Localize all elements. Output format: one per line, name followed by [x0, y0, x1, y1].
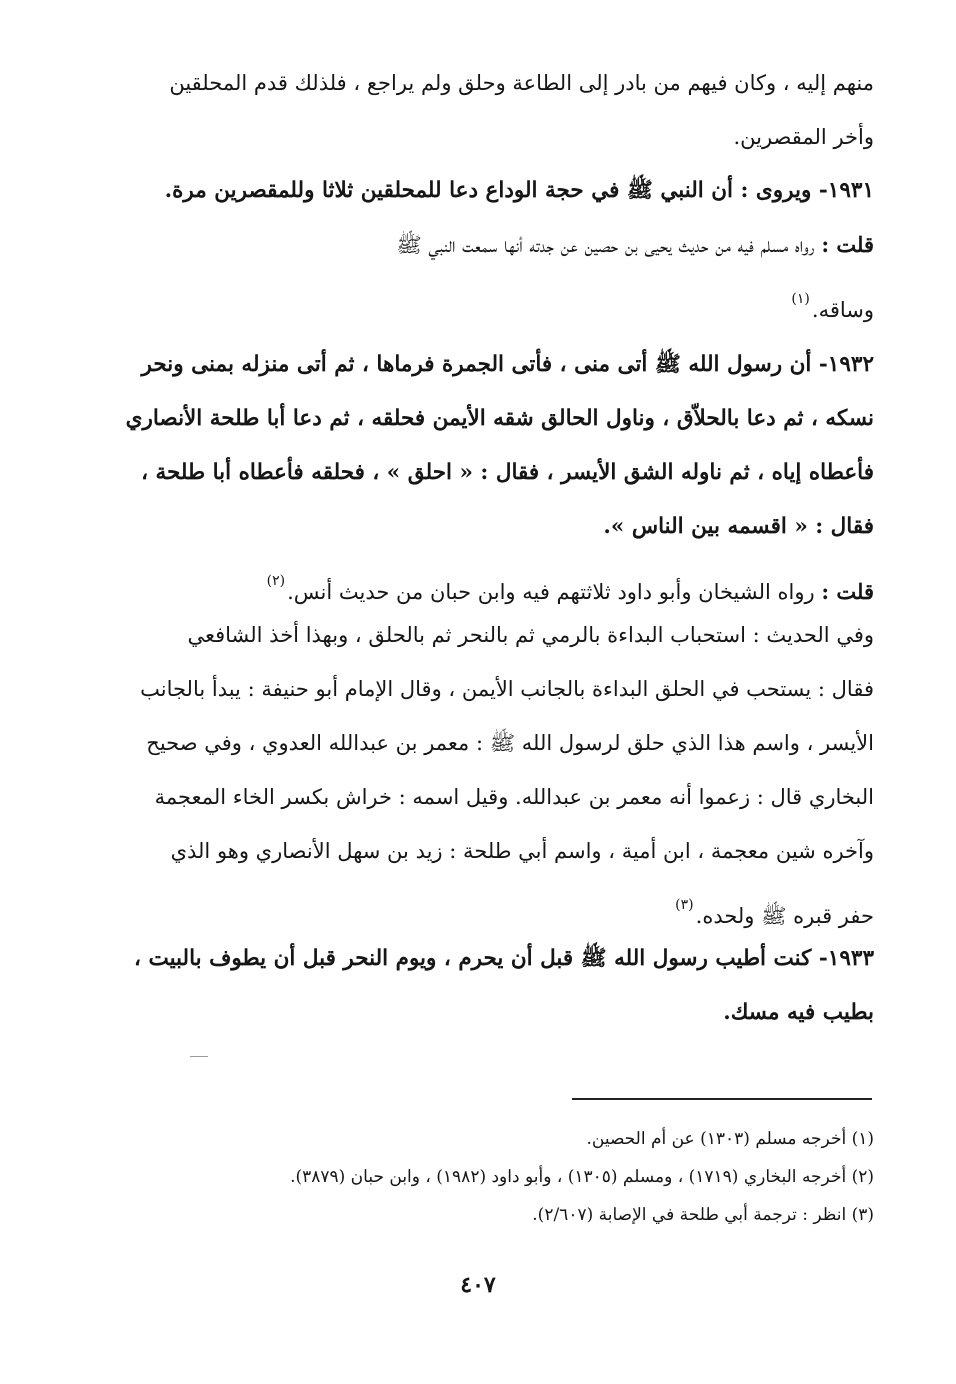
footnote-2: (٢) أخرجه البخاري (١٧١٩) ، ومسلم (١٣٠٥) ، وأبو داود (١٩٨٢) ، وابن حبان (٣٨٧٩). — [290, 1167, 874, 1187]
paragraph-line: وفي الحديث : استحباب البداءة بالرمي ثم بالنحر ثم بالحلق ، وبهذا أخذ الشافعي — [187, 623, 874, 647]
hadith-1931 — [106, 164, 874, 218]
hadith-number: ١٩٣٣- — [818, 946, 874, 971]
hadith-line: فقال : « اقسمه بين الناس ». — [603, 514, 874, 539]
paragraph-line: البخاري قال : زعموا أنه معمر بن عبدالله. وقيل اسمه : خراش بكسر الخاء المعجمة — [154, 785, 874, 809]
commentary-1931 — [106, 218, 874, 272]
paragraph-line-last — [106, 878, 874, 932]
commentary-text: رواه الشيخان وأبو داود ثلاثتهم فيه وابن حبان من حديث أنس. — [287, 580, 815, 604]
commentary-text: وساقه. — [811, 298, 874, 322]
stray-mark — [190, 1056, 208, 1057]
footnote-ref-3: (٣) — [675, 897, 694, 913]
footnote-divider — [572, 1098, 872, 1100]
footnote-3: (٣) انظر : ترجمة أبي طلحة في الإصابة (٢/٦٠٧). — [532, 1205, 874, 1225]
qultu-label: قلت : — [821, 232, 874, 257]
paragraph-text: حفر قبره ﷺ ولحده. — [695, 904, 874, 928]
footnote-ref-2: (٢) — [266, 573, 286, 589]
paragraph-line: منهم إليه ، وكان فيهم من بادر إلى الطاعة وحلق ولم يراجع ، فلذلك قدم المحلقين — [169, 71, 874, 95]
paragraph-line: وآخره شين معجمة ، ابن أمية ، واسم أبي طلحة : زيد بن سهل الأنصاري وهو الذي — [170, 839, 874, 863]
paragraph-line: الأيسر ، واسم هذا الذي حلق لرسول الله ﷺ : معمر بن عبدالله العدوي ، وفي صحيح — [146, 731, 874, 755]
paragraph-line: وأخر المقصرين. — [733, 125, 874, 149]
page-number: ٤٠٧ — [460, 1272, 496, 1298]
hadith-number: ١٩٣٢- — [818, 352, 874, 377]
hadith-number: ١٩٣١- — [818, 178, 874, 203]
commentary-text: رواه مسلم فيه من حديث يحيى بن حصين عن جدته أنها سمعت النبي ﷺ — [396, 233, 815, 257]
commentary-1931-cont — [106, 272, 874, 326]
commentary-1932 — [106, 554, 874, 608]
hadith-text: أن رسول الله ﷺ أتى منى ، فأتى الجمرة فرماها ، ثم أتى منزله بمنى ونحر — [141, 352, 812, 377]
qultu-label: قلت : — [821, 579, 874, 604]
hadith-line: بطيب فيه مسك. — [723, 1000, 874, 1025]
hadith-1932 — [106, 338, 874, 392]
paragraph-line: فقال : يستحب في الحلق البداءة بالجانب الأيمن ، وقال الإمام أبو حنيفة : يبدأ بالجانب — [140, 677, 874, 701]
hadith-text: ويروى : أن النبي ﷺ في حجة الوداع دعا للمحلقين ثلاثا وللمقصرين مرة. — [164, 178, 812, 203]
footnote-1: (١) أخرجه مسلم (١٣٠٣) عن أم الحصين. — [586, 1129, 874, 1149]
footnotes — [106, 1120, 874, 1234]
main-text — [106, 56, 874, 1040]
footnote-ref-1: (١) — [791, 291, 810, 307]
hadith-line: نسكه ، ثم دعا بالحلاّق ، وناول الحالق شقه الأيمن فحلقه ، ثم دعا أبا طلحة الأنصاري — [125, 406, 874, 431]
hadith-1933 — [106, 932, 874, 986]
hadith-text: كنت أطيب رسول الله ﷺ قبل أن يحرم ، ويوم النحر قبل أن يطوف بالبيت ، — [134, 946, 812, 971]
hadith-line: فأعطاه إياه ، ثم ناوله الشق الأيسر ، فقال : « احلق » ، فحلقه فأعطاه أبا طلحة ، — [141, 460, 874, 485]
